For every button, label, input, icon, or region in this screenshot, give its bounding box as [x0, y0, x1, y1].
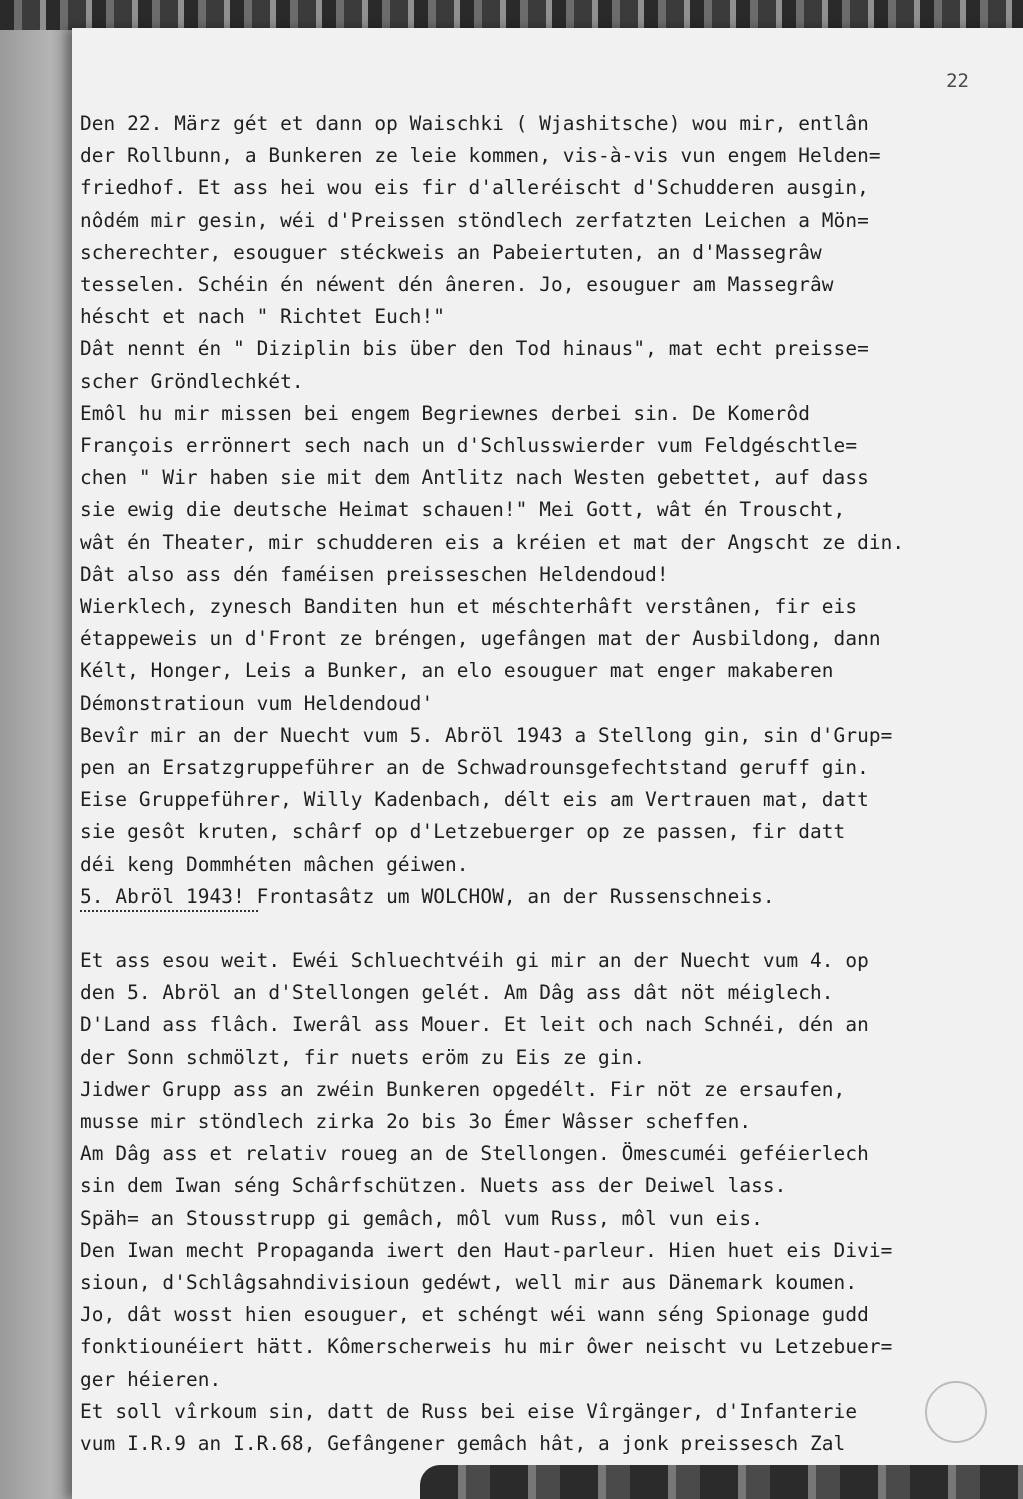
- text-line: Späh= an Stousstrupp gi gemâch, môl vum Russ, môl vun eis.: [80, 1207, 763, 1230]
- text-line: Am Dâg ass et relativ roueg an de Stellongen. Ömescuméi geféierlech: [80, 1142, 869, 1165]
- text-line: Wierklech, zynesch Banditen hun et méschterhâft verstânen, fir eis: [80, 595, 858, 618]
- text-line: Dât also ass dén faméisen preisseschen Heldendoud!: [80, 563, 669, 586]
- text-line: étappeweis un d'Front ze bréngen, ugefângen mat der Ausbildong, dann: [80, 627, 881, 650]
- text-line: Et ass esou weit. Ewéi Schluechtvéih gi mir an der Nuecht vum 4. op: [80, 949, 869, 972]
- text-line: tesselen. Schéin én néwent dén âneren. Jo, esouguer am Massegrâw: [80, 273, 834, 296]
- text-line: fonktiounéiert hätt. Kômerscherweis hu mir ôwer neischt vu Letzebuer=: [80, 1335, 893, 1358]
- text-line: sioun, d'Schlâgsahndivisioun gedéwt, well mir aus Dänemark koumen.: [80, 1271, 858, 1294]
- text-line: ger héieren.: [80, 1368, 222, 1391]
- text-line: scher Gröndlechkét.: [80, 370, 304, 393]
- text-line: der Rollbunn, a Bunkeren ze leie kommen, vis-à-vis vun engem Helden=: [80, 144, 881, 167]
- text-line: scherechter, esouguer stéckweis an Pabeiertuten, an d'Massegrâw: [80, 241, 822, 264]
- library-stamp: [925, 1381, 987, 1443]
- text-line: Den Iwan mecht Propaganda iwert den Haut-parleur. Hien huet eis Divi=: [80, 1239, 893, 1262]
- text-line: pen an Ersatzgruppeführer an de Schwadrounsgefechtstand geruff gin.: [80, 756, 869, 779]
- text-line: Eise Gruppeführer, Willy Kadenbach, délt eis am Vertrauen mat, datt: [80, 788, 869, 811]
- text-line: friedhof. Et ass hei wou eis fir d'alleréischt d'Schudderen ausgin,: [80, 176, 869, 199]
- text-line: Dât nennt én " Diziplin bis über den Tod hinaus", mat echt preisse=: [80, 337, 869, 360]
- text-line: D'Land ass flâch. Iwerâl ass Mouer. Et leit och nach Schnéi, dén an: [80, 1013, 869, 1036]
- text-line: den 5. Abröl an d'Stellongen gelét. Am Dâg ass dât nöt méiglech.: [80, 981, 834, 1004]
- text-line: Kélt, Honger, Leis a Bunker, an elo esouguer mat enger makaberen: [80, 659, 834, 682]
- text-line: musse mir stöndlech zirka 2o bis 3o Émer Wâsser scheffen.: [80, 1110, 752, 1133]
- text-line: sie ewig die deutsche Heimat schauen!" Mei Gott, wât én Trouscht,: [80, 498, 846, 521]
- text-line: nôdém mir gesin, wéi d'Preissen stöndlech zerfatzten Leichen a Mön=: [80, 209, 869, 232]
- text-line: François errönnert sech nach un d'Schlusswierder vum Feldgéschtle=: [80, 434, 858, 457]
- text-line: Jo, dât wosst hien esouguer, et schéngt wéi wann séng Spionage gudd: [80, 1303, 869, 1326]
- text-line: sin dem Iwan séng Schârfschützen. Nuets ass der Deiwel lass.: [80, 1174, 787, 1197]
- text-line: Jidwer Grupp ass an zwéin Bunkeren opgedélt. Fir nöt ze ersaufen,: [80, 1078, 846, 1101]
- text-line: vum I.R.9 an I.R.68, Gefângener gemâch hât, a jonk preissesch Zal: [80, 1432, 846, 1455]
- text-line: Démonstratioun vum Heldendoud': [80, 692, 434, 715]
- text-line: Et soll vîrkoum sin, datt de Russ bei eise Vîrgänger, d'Infanterie: [80, 1400, 858, 1423]
- text-line: der Sonn schmölzt, fir nuets eröm zu Eis ze gin.: [80, 1046, 646, 1069]
- text-line: héscht et nach " Richtet Euch!": [80, 305, 445, 328]
- text-line: Den 22. März gét et dann op Waischki ( Wjashitsche) wou mir, entlân: [80, 112, 869, 135]
- text-line: Bevîr mir an der Nuecht vum 5. Abröl 1943 a Stellong gin, sin d'Grup=: [80, 724, 893, 747]
- text-line: chen " Wir haben sie mit dem Antlitz nach Westen gebettet, auf dass: [80, 466, 869, 489]
- bottom-border-strip: [420, 1465, 1023, 1499]
- text-line: déi keng Dommhéten mâchen géiwen.: [80, 853, 469, 876]
- text-line: sie gesôt kruten, schârf op d'Letzebuerger op ze passen, fir datt: [80, 820, 846, 843]
- text-line: 5. Abröl 1943! Frontasâtz um WOLCHOW, an der Russenschneis.: [80, 885, 775, 908]
- page-number: 22: [946, 70, 969, 92]
- text-line: Emôl hu mir missen bei engem Begriewnes derbei sin. De Komerôd: [80, 402, 810, 425]
- dotted-separator: [80, 910, 258, 912]
- typed-document-page: [72, 28, 1023, 1499]
- text-line: wât én Theater, mir schudderen eis a kréien et mat der Angscht ze din.: [80, 531, 905, 554]
